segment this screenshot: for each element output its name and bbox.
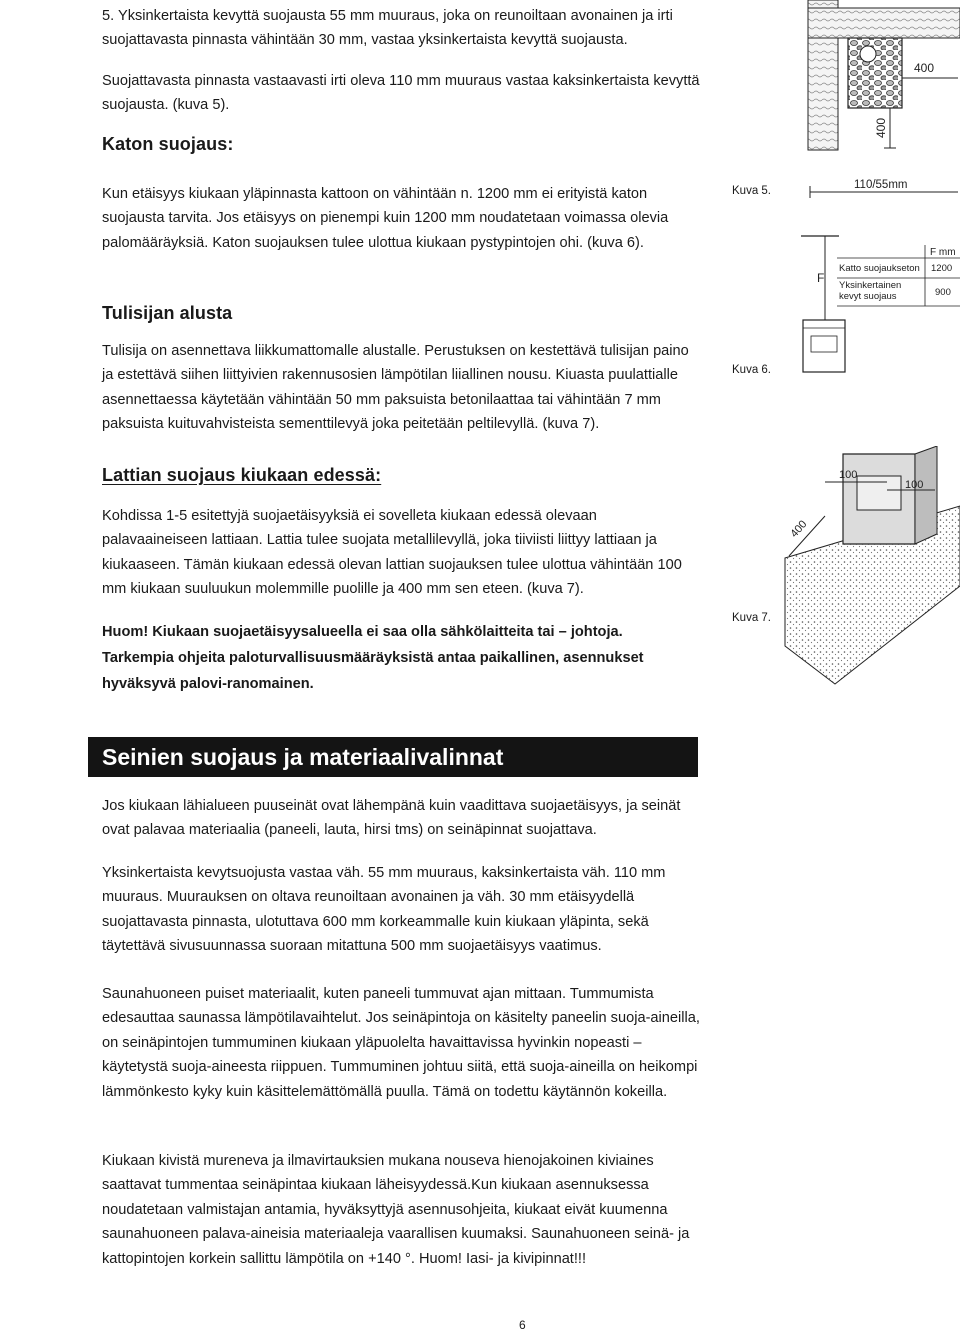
lattian-heading: Lattian suojaus kiukaan edessä: (102, 465, 382, 485)
kuva-7-dim-a: 100 (839, 469, 858, 481)
kuva-7-dim-c: 400 (788, 518, 810, 541)
kuva-6-caption: Kuva 6. (732, 364, 771, 376)
kuva-6-row-1-value: 1200 (931, 263, 953, 274)
section-paragraph-3: Saunahuoneen puiset materiaalit, kuten paneeli tummuvat ajan mittaan. Tummumista edesauttaa saunassa lämpötilavaihtelut. Jos seinäpintoja on käsitelty paneelin suoja-aineilla, on seinäpintojen tummuminen kiukaan yläpuolelta havaittavissa hyvinkin nopeasti – käytetystä suoja-aineesta riippuen. Tummuminen johtuu siitä, että suoja-aineilla on heikompi lämmönkesto kyky kuin käsittelemättömällä puulla. Tämä on todettu käytännön kokeilla. (102, 986, 700, 1100)
kuva-7-dim-b: 100 (905, 479, 924, 491)
kuva-6-table-header: F mm (930, 247, 956, 258)
kuva-5-dim-top: 400 (914, 61, 935, 75)
kuva-6-illustration (795, 228, 960, 376)
section-title: Seinien suojaus ja materiaalivalinnat (102, 744, 504, 770)
katon-text: Kun etäisyys kiukaan yläpinnasta kattoon on vähintään n. 1200 mm ei erityistä katon suojausta tarvita. Jos etäisyys on pienempi kuin 1200 mm noudatetaan voimassa olevia palomääräyksiä. Katon suojauksen tulee ulottua kiukaan pystypintojen ohi. (kuva 6). (102, 186, 669, 251)
section-banner (88, 737, 698, 777)
kuva-7-caption: Kuva 7. (732, 612, 771, 624)
kuva-6-row-2-label-a: Yksinkertainen (839, 280, 902, 291)
kuva-7-illustration (765, 446, 960, 686)
katon-heading: Katon suojaus: (102, 134, 234, 154)
huom-note: Huom! Kiukaan suojaetäisyysalueella ei saa olla sähkölaitteita tai – johtoja. Tarkempia ohjeita paloturvallisuusmääräyksistä antaa paikallinen, asennukset hyväksyvä palovi-ranomainen. (102, 624, 644, 692)
lattian-text: Kohdissa 1-5 esitettyjä suojaetäisyyksiä ei sovelleta kiukaan edessä olevaan palavaaineiseen lattiaan. Lattia tulee suojata metallilevyllä, joka tiiviisti liittyy lattiaan ja kiukaaseen. Tämän kiukaan edessä olevan lattian suojauksen tulee ulottua vähintään 100 mm kiukaan suuluukun molemmille puolille ja 400 mm sen eteen. (kuva 7). (102, 508, 682, 598)
intro-paragraph: Suojattavasta pinnasta vastaavasti irti oleva 110 mm muuraus vastaa kaksinkertaista kevyttä suojausta. (kuva 5). (102, 73, 700, 114)
kuva-6-row-2-value: 900 (935, 287, 951, 298)
section-paragraph-1: Jos kiukaan lähialueen puuseinät ovat lähempänä kuin vaadittava suojaetäisyys, ja seinät ovat palavaa materiaalia (paneeli, lauta, hirsi tms) on seinäpinnat suojattava. (102, 798, 681, 839)
kuva-6-f-label: F (817, 271, 825, 285)
kuva-5-dim-side: 400 (874, 117, 888, 138)
kuva-5-illustration (790, 0, 960, 200)
section-paragraph-2: Yksinkertaista kevytsuojusta vastaa väh. 55 mm muuraus, kaksinkertaista väh. 110 mm muuraus. Muurauksen on oltava reunoiltaan avonainen ja väh. 30 mm etäisyydellä suojattavasta pinnasta, ulotuttava 600 mm korkeammalle kuin kiukaan yläpinta, sekä täytettävä sivusuunnassa suoraan mitattuna 500 mm suojaetäisyys vaatimus. (102, 865, 666, 955)
kuva-6-row-1-label: Katto suojaukseton (839, 263, 920, 274)
section-paragraph-4: Kiukaan kivistä mureneva ja ilmavirtauksien mukana nouseva hienojakoinen kiviaines saattavat tummentaa seinäpintaa kiukaan läheisyydessä.Kun kiukaan asennuksessa noudatetaan valmistajan antamia, hyväksyttyjä asennusohjeita, kiukaat eivät kuumenna saunahuoneen palava-aineisia materiaaleja vaarallisen kuumaksi. Saunahuoneen seinä- ja kattopintojen korkein sallittu lämpötila on +140 °. Huom! Iasi- ja kivipinnat!!! (102, 1153, 690, 1267)
kuva-5-dim-bottom: 110/55mm (854, 179, 908, 191)
tulisija-heading: Tulisijan alusta (102, 303, 233, 323)
kuva-5-caption: Kuva 5. (732, 185, 771, 197)
intro-item-5: 5. Yksinkertaista kevyttä suojausta 55 mm muuraus, joka on reunoiltaan avonainen ja irti suojattavasta pinnasta vähintään 30 mm, vastaa yksinkertaista kevyttä suojausta. (102, 8, 673, 49)
page-number: 6 (519, 1318, 526, 1332)
kuva-6-row-2-label-b: kevyt suojaus (839, 291, 897, 302)
tulisija-text: Tulisija on asennettava liikkumattomalle alustalle. Perustuksen on kestettävä tulisijan paino ja estettävä siihen liittyivien rakennusosien lämpötilan liiallinen nousu. Kiuasta puulattialle asennettaessa käytetään vähintään 50 mm paksuista betonilaattaa tai vähintään 7 mm paksuista kuituvahvisteista sementtilevyä joka peitetään peltilevyllä. (kuva 7). (102, 343, 689, 433)
